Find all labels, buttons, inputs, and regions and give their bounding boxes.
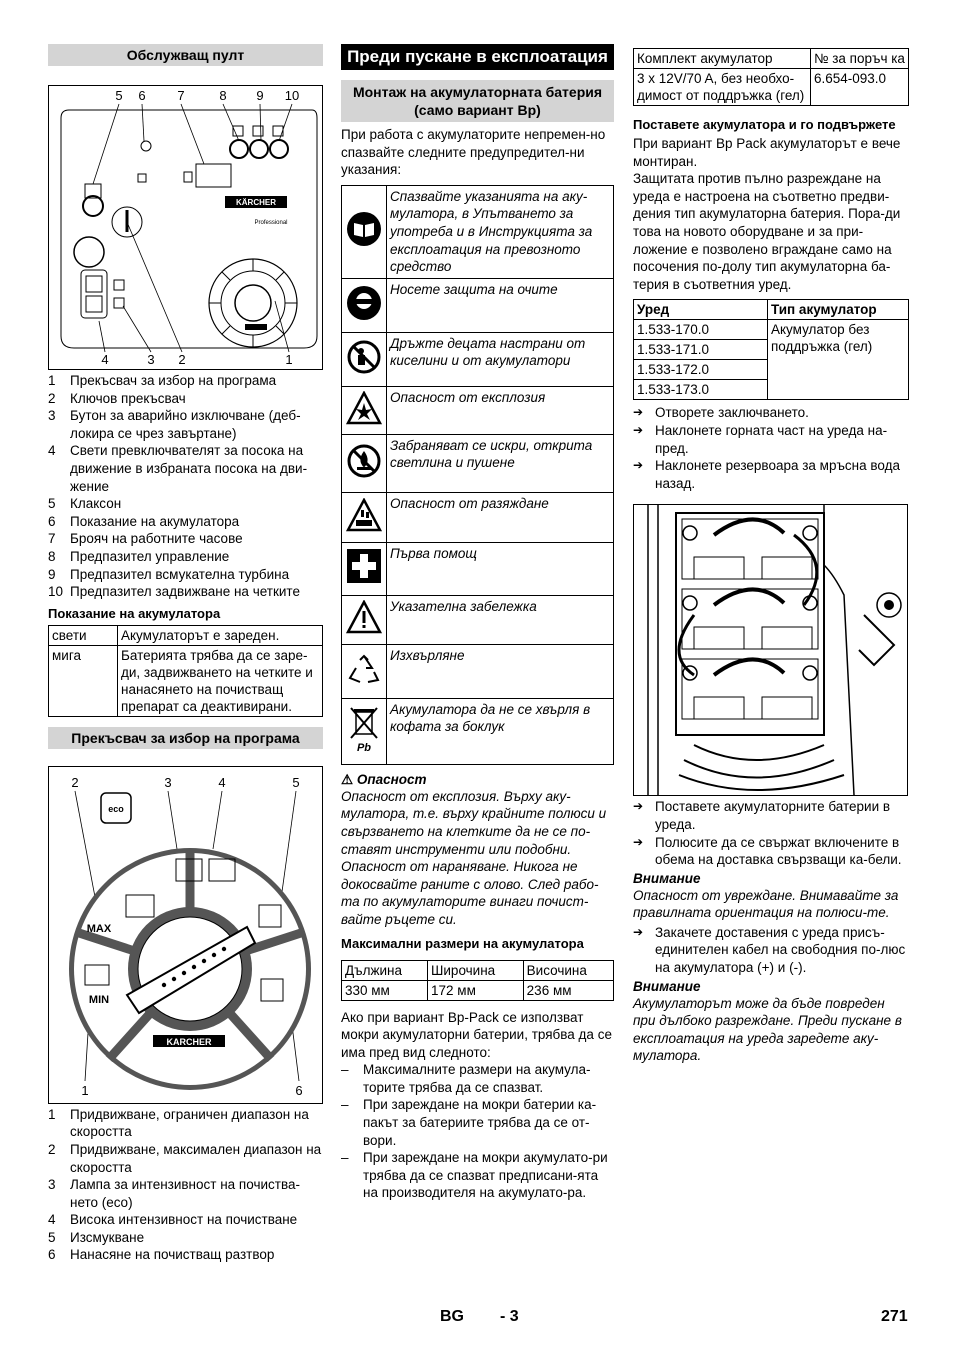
danger-triangle-icon: ⚠ [341,771,354,787]
list-item: ➔ Закачете доставения с уреда присъ-единителен кабел на свободния по-люс на акумулатора (+) и (-). [633,924,906,976]
table-row [342,980,614,1000]
warning-text: Опасност от разяждане [387,492,614,542]
warning-text: Изхвърляне [387,644,614,698]
eye-protection-icon [342,278,387,332]
table-header: Уред [634,300,768,320]
brand-label: KARCHER [166,1036,212,1047]
table-cell: 330 мм [342,980,428,1000]
insert-paragraph-1: При вариант Bp Pack акумулаторът е вече монтиран. [633,136,901,169]
eco-label: eco [108,803,124,814]
battery-indicator-heading: Показание на акумулатора [48,605,221,621]
first-aid-icon [342,542,387,595]
control-panel-drawing [49,86,322,369]
table-cell: Батерията трябва да се заре-ди, задвижването на четките и нанасянето на почистващ препарат са деактивирани. [118,645,323,716]
selector-callout-4: 4 [218,774,226,790]
arrow-icon: ➔ [633,458,644,473]
panel-callout-6: 6 [138,88,146,103]
table-cell: 236 мм [523,980,613,1000]
table-header: Височина [523,960,613,980]
wet-battery-intro: Ако при вариант Bp-Pack се използват мокри акумулаторни батерии, трябва да се има пред вид следното: [341,1009,612,1060]
warning-text: Забраняват се искри, открита светлина и пушене [387,434,614,492]
table-header: Дължина [342,960,428,980]
list-item: ➔ Наклонете горната част на уреда на-пред. [633,422,888,456]
list-item: – Максималните размери на акумула-торите трябва да се спазват. [341,1062,591,1095]
panel-callout-3: 3 [147,352,155,367]
svg-text:KÄRCHER: KÄRCHER [236,198,276,207]
main-section-heading: Преди пускане в експлоатация [341,44,614,70]
warning-text: Опасност от експлозия [387,386,614,434]
panel-callout-9: 9 [256,88,264,103]
dimensions-table [341,960,614,1001]
caution-paragraph: Опасност от увреждане. Внимавайте за правилната ориентация на полюси-те. [633,887,899,921]
table-row [634,49,909,69]
warning-text: Спазвайте указанията на аку-мулатора, в Упътването за употреба и в Инструкцията за експлоатация на превозното средство [387,185,614,278]
table-row [342,278,614,332]
list-item: 1 Прекъсвач за избор на програма [48,373,277,388]
list-item: 4 Свети превключвателят за посока на движение в избраната посока на дви-жение [48,443,308,494]
program-selector-figure [48,766,323,1104]
table-row [342,386,614,434]
battery-indicator-table [48,625,323,717]
warning-text: Първа помощ [387,542,614,595]
table-cell: свети [49,625,118,645]
list-item: ➔ Наклонете резервоара за мръсна вода назад. [633,458,900,491]
manual-book-icon [342,185,387,278]
table-cell: 1.533-170.0 [634,320,768,340]
table-row [342,698,614,764]
crossed-bin-icon [342,698,387,764]
selector-items-list [48,1106,323,1264]
column-left [48,44,323,1264]
control-panel-heading: Обслужващ пулт [48,44,323,66]
table-row [634,69,909,106]
pb-label: Pb [356,741,372,754]
footer-language: BG [440,1308,464,1325]
warning-text: Дръжте децата настрани от киселини и от акумулатори [387,332,614,386]
selector-callout-1: 1 [81,1082,89,1098]
table-header: № за поръч ка [811,49,909,69]
table-cell: 6.654-093.0 [811,69,909,106]
footer-page-ref: - 3 [500,1308,519,1325]
steps-list-2 [633,798,909,868]
list-item: 8 Предпазител управление [48,548,230,564]
max-label: MAX [86,922,112,935]
table-row [342,492,614,542]
panel-callout-10: 10 [284,88,300,103]
table-cell: Акумулаторът е зареден. [118,625,323,645]
caution-note-icon [342,595,387,644]
list-item: ➔ Полюсите да се свържат включените в обема на доставка свързващи ка-бели. [633,834,902,868]
list-item: ➔ Отворете заключването. [633,405,809,421]
warning-text: Акумулатора да не се хвърля в кофата за боклук [387,698,614,764]
list-item: 5 Изсмукване [48,1229,145,1245]
panel-callout-1: 1 [285,352,293,367]
danger-heading: ⚠ Опасност [341,771,427,787]
list-item: 2 Ключов прекъсвач [48,390,186,406]
panel-items-list [48,372,323,601]
table-row [342,332,614,386]
program-selector-drawing [49,767,324,1103]
table-header: Широчина [428,960,524,980]
table-row [49,625,323,645]
battery-kit-table [633,48,909,106]
list-item: 6 Нанасяне на почистващ разтвор [48,1247,275,1263]
battery-install-heading: Монтаж на акумулаторната батерия (само вариант Bp) [341,80,614,122]
table-row [342,595,614,644]
selector-callout-3: 3 [164,774,172,790]
arrow-icon: ➔ [633,924,644,939]
table-cell: 1.533-173.0 [634,380,768,400]
recycling-icon [342,644,387,698]
panel-callout-5: 5 [115,88,123,103]
battery-compartment-drawing [634,505,907,795]
battery-compartment-figure [633,504,908,796]
control-panel-figure [48,85,323,370]
table-row [342,434,614,492]
keep-children-away-icon [342,332,387,386]
table-cell: 172 мм [428,980,524,1000]
table-row [342,185,614,278]
list-item: 1 Придвижване, ограничен диапазон на скоростта [48,1106,309,1140]
table-cell: мига [49,645,118,716]
table-row [49,645,323,716]
table-row [342,542,614,595]
selector-heading: Прекъсвач за избор на програма [48,727,323,749]
arrow-icon: ➔ [633,422,644,437]
list-item: 9 Предпазител всмукателна турбина [48,566,290,582]
corrosion-danger-icon [342,492,387,542]
panel-callout-2: 2 [178,352,186,367]
table-row [634,320,909,340]
column-middle [341,44,614,1202]
selector-callout-6: 6 [295,1082,303,1098]
list-item: 5 Клаксон [48,496,122,512]
intro-paragraph: При работа с акумулаторите непремен-но спазвайте следните предупредител-ни указания: [341,127,606,178]
list-item: – При зареждане на мокри акумулато-ри трябва да се спазват предписани-ята на производителя на акумулато-ра. [341,1150,608,1201]
explosion-danger-icon [342,386,387,434]
panel-callout-8: 8 [219,88,227,103]
list-item: 3 Лампа за интензивност на почиства-нето (eco) [48,1177,300,1210]
list-item: 2 Придвижване, максимален диапазон на скоростта [48,1141,322,1175]
caution-heading: Внимание [633,978,701,994]
list-item: 6 Показание на акумулатора [48,513,240,529]
table-header: Тип акумулатор [768,300,909,320]
table-row [342,644,614,698]
footer-page-number: 271 [881,1308,908,1325]
list-item: 4 Висока интензивност на почистване [48,1212,298,1228]
panel-callout-4: 4 [101,352,109,367]
warning-table [341,185,614,765]
arrow-icon: ➔ [633,405,644,420]
column-right [633,48,909,1065]
caution-heading: Внимание [633,870,701,886]
table-cell: Акумулатор без поддръжка (гел) [768,320,909,400]
table-row [342,960,614,980]
table-cell: 3 x 12V/70 A, без необхо-димост от поддръжка (гел) [634,69,811,106]
list-item: ➔ Поставете акумулаторните батерии в уреда. [633,799,891,832]
insert-paragraph-2: Защитата против пълно разреждане на уреда е настроена на съответно предви-дения тип акумулаторна батерия. Пора-ди това на новото оборудване и за при-ложение е позволено вграждане само на посочения по-долу тип акумулаторна ба-терия в съответния уред. [633,171,901,292]
table-cell: 1.533-171.0 [634,340,768,360]
warning-text: Указателна забележка [387,595,614,644]
no-fire-icon [342,434,387,492]
arrow-icon: ➔ [633,834,644,849]
list-item: 10 Предпазител задвижване на четките [48,584,300,600]
danger-paragraph: Опасност от експлозия. Върху аку-мулатора, т.е. върху крайните полюси и свързването на клетките да не се по-ставят инструменти или подобни. Опасност от нараняване. Никога не докосвайте раните с олово. След рабо-та по акумулаторите винаги почист-вайте ръцете си. [341,788,607,927]
arrow-icon: ➔ [633,799,644,814]
svg-text:Professional: Professional [254,220,288,226]
caution-paragraph: Акумулаторът може да бъде повреден при дълбоко разреждане. Преди пускане в експлоатация на уреда заредете аку-мулатора. [633,995,902,1064]
selector-callout-5: 5 [292,774,300,790]
table-header: Комплект акумулатор [634,49,811,69]
insert-battery-heading: Поставете акумулатора и го подвържете [633,117,896,132]
max-dimensions-heading: Максимални размери на акумулатора [341,935,584,951]
device-battery-table [633,299,909,400]
table-row [634,300,909,320]
warning-text: Носете защита на очите [387,278,614,332]
min-label: MIN [88,993,110,1006]
panel-callout-7: 7 [177,88,185,103]
list-item: 3 Бутон за аварийно изключване (деб-локира се чрез завъртане) [48,408,301,441]
list-item: 7 Брояч на работните часове [48,531,243,547]
steps-list-1 [633,404,909,492]
selector-callout-2: 2 [71,774,79,790]
list-item: – При зареждане на мокри батерии ка-пакът за батериите трябва да се от-вори. [341,1097,597,1148]
table-cell: 1.533-172.0 [634,360,768,380]
steps-list-3 [633,924,909,977]
